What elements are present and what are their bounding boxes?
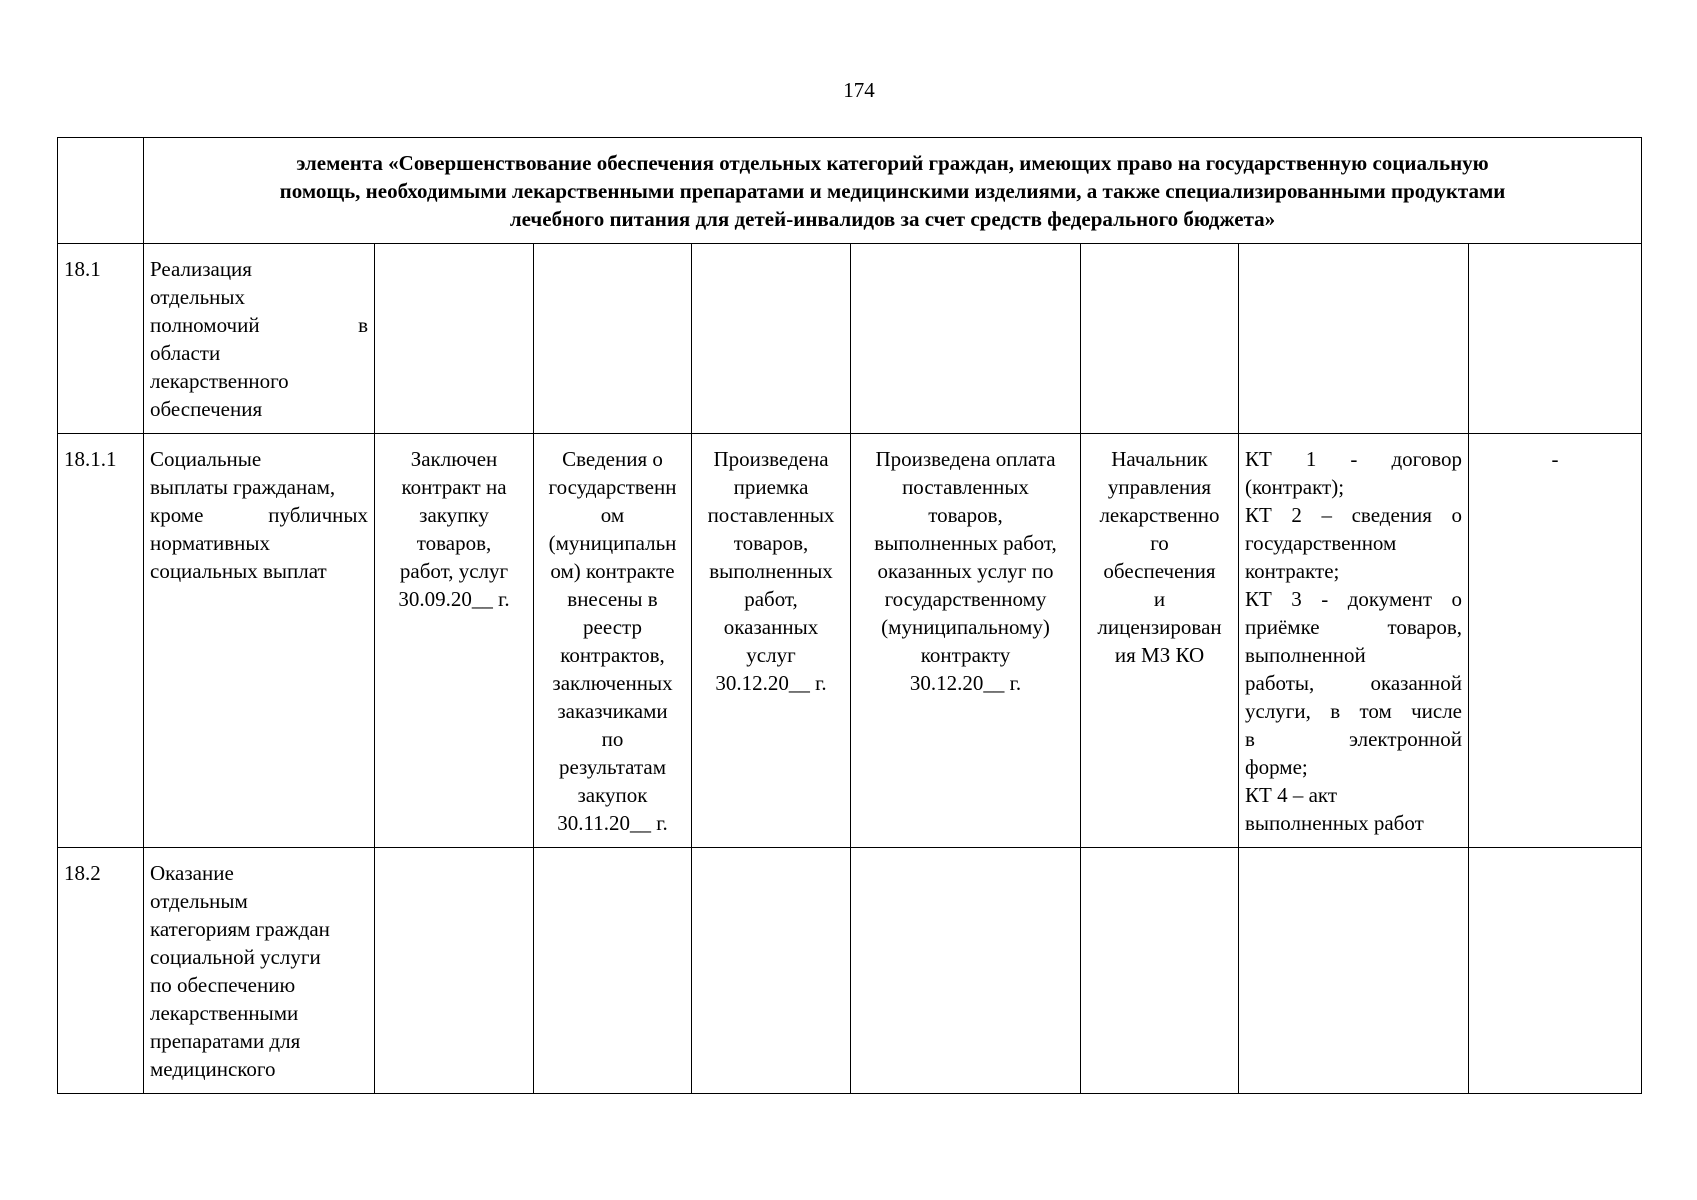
cell-line: внесены в <box>567 587 658 611</box>
cell-line: форме; <box>1245 755 1308 779</box>
cell-line: приемка <box>733 475 809 499</box>
row-number: 18.1 <box>58 244 144 434</box>
notes-cell: - <box>1469 434 1642 848</box>
row-title-line: области <box>150 341 221 365</box>
table-row-18-1 <box>58 244 1642 434</box>
row-title-line: категориям граждан <box>150 917 330 941</box>
row-title-line: Оказание <box>150 861 234 885</box>
cell-line: КТ 4 – акт <box>1245 783 1338 807</box>
row-title <box>144 434 375 848</box>
cell-line: товаров, <box>928 503 1003 527</box>
heading-line: помощь, необходимыми лекарственными препаратами и медицинскими изделиями, а также специализированными продуктами <box>279 179 1506 203</box>
result-cell <box>851 434 1081 848</box>
cell-line: Сведения о <box>562 447 663 471</box>
row-title <box>144 848 375 1094</box>
row-title-line: выплаты гражданам, <box>150 475 336 499</box>
responsible-cell <box>1081 434 1239 848</box>
section-heading <box>144 138 1642 244</box>
result-cell <box>534 434 692 848</box>
documents-cell <box>1239 434 1469 848</box>
cell-line: работы, оказанной <box>1245 671 1462 695</box>
cell-line: обеспечения <box>1103 559 1216 583</box>
row-title-line: нормативных <box>150 531 271 555</box>
row-title-line: Социальные <box>150 447 262 471</box>
row-title-line: отдельным <box>150 889 248 913</box>
cell-line: ом <box>600 503 625 527</box>
result-cell <box>375 434 534 848</box>
cell-line: 30.11.20__ г. <box>557 811 668 835</box>
cell-line: КТ 2 – сведения о <box>1245 503 1462 527</box>
row-title-line: полномочий в <box>150 313 368 337</box>
cell-line: закупок <box>577 783 648 807</box>
cell-line: выполненных <box>709 559 833 583</box>
cell-line: заказчиками <box>557 699 668 723</box>
cell-line: в электронной <box>1245 727 1462 751</box>
cell-line: го <box>1150 531 1169 555</box>
cell-line: результатам <box>558 755 667 779</box>
empty-cell <box>692 244 851 434</box>
cell-line: контракту <box>920 643 1011 667</box>
document-table <box>57 137 1642 1094</box>
row-title-line: препаратами для <box>150 1029 301 1053</box>
row-title-line: лекарственного <box>150 369 289 393</box>
cell-line: (муниципальному) <box>881 615 1050 639</box>
cell-line: товаров, <box>733 531 809 555</box>
cell-line: по <box>601 727 624 751</box>
cell-line: Заключен <box>410 447 498 471</box>
cell-line: 30.12.20__ г. <box>715 671 827 695</box>
table-row-18-2 <box>58 848 1642 1094</box>
result-cell <box>692 434 851 848</box>
row-title-line: социальных выплат <box>150 559 327 583</box>
cell-line: выполненных работ, <box>874 531 1057 555</box>
cell-line: управления <box>1107 475 1212 499</box>
cell-line: (контракт); <box>1245 475 1345 499</box>
cell-line: ом) контракте <box>550 559 675 583</box>
page-number: 174 <box>843 78 875 102</box>
empty-cell <box>534 244 692 434</box>
empty-cell <box>851 848 1081 1094</box>
heading-line: элемента «Совершенствование обеспечения отдельных категорий граждан, имеющих право на государственную социальную <box>296 151 1489 175</box>
empty-cell <box>375 848 534 1094</box>
row-title-line: лекарственными <box>150 1001 299 1025</box>
row-title-line: отдельных <box>150 285 246 309</box>
cell-line: (муниципальн <box>548 531 677 555</box>
cell-line: ия МЗ КО <box>1114 643 1205 667</box>
row-title-line: обеспечения <box>150 397 263 421</box>
empty-cell <box>851 244 1081 434</box>
empty-cell <box>1469 848 1642 1094</box>
cell-line: Начальник <box>1111 447 1208 471</box>
cell-line: лицензирован <box>1097 615 1222 639</box>
row-number: 18.1.1 <box>58 434 144 848</box>
cell-line: поставленных <box>707 503 835 527</box>
cell-line: закупку <box>419 503 489 527</box>
row-title-line: кроме публичных <box>150 503 368 527</box>
cell-line: реестр <box>583 615 642 639</box>
heading-line: лечебного питания для детей-инвалидов за счет средств федерального бюджета» <box>509 207 1276 231</box>
cell-line: работ, услуг <box>399 559 509 583</box>
row-title-line: Реализация <box>150 257 252 281</box>
empty-cell <box>534 848 692 1094</box>
row-title-line: социальной услуги <box>150 945 321 969</box>
row-title-line: по обеспечению <box>150 973 296 997</box>
cell-line: контракт на <box>401 475 507 499</box>
row-number: 18.2 <box>58 848 144 1094</box>
empty-cell <box>1239 244 1469 434</box>
cell-line: работ, <box>744 587 798 611</box>
cell-line: оказанных услуг по <box>877 559 1054 583</box>
cell-line: поставленных <box>902 475 1029 499</box>
cell-line: контракте; <box>1245 559 1340 583</box>
cell-line: 30.12.20__ г. <box>909 671 1022 695</box>
cell-line: контрактов, <box>560 643 665 667</box>
cell-line: Произведена оплата <box>875 447 1056 471</box>
empty-cell <box>1239 848 1469 1094</box>
heading-num-cell <box>58 138 144 244</box>
cell-line: приёмке товаров, <box>1245 615 1462 639</box>
cell-line: выполненных работ <box>1245 811 1424 835</box>
cell-line: Произведена <box>713 447 829 471</box>
empty-cell <box>692 848 851 1094</box>
cell-line: лекарственно <box>1099 503 1220 527</box>
cell-line: КТ 3 - документ о <box>1245 587 1462 611</box>
cell-line: выполненной <box>1245 643 1366 667</box>
row-title-line: медицинского <box>150 1057 276 1081</box>
cell-line: 30.09.20__ г. <box>398 587 510 611</box>
table-row-18-1-1 <box>58 434 1642 848</box>
cell-line: оказанных <box>723 615 819 639</box>
cell-line: заключенных <box>552 671 673 695</box>
empty-cell <box>1469 244 1642 434</box>
cell-line: государственному <box>884 587 1047 611</box>
cell-line: государственн <box>548 475 677 499</box>
cell-line: товаров, <box>416 531 492 555</box>
row-title <box>144 244 375 434</box>
empty-cell <box>375 244 534 434</box>
heading-row <box>58 138 1642 244</box>
cell-line: государственном <box>1245 531 1397 555</box>
cell-line: услуги, в том числе <box>1245 699 1462 723</box>
empty-cell <box>1081 244 1239 434</box>
cell-line: КТ 1 - договор <box>1245 447 1462 471</box>
cell-line: и <box>1153 587 1166 611</box>
empty-cell <box>1081 848 1239 1094</box>
cell-line: услуг <box>746 643 796 667</box>
